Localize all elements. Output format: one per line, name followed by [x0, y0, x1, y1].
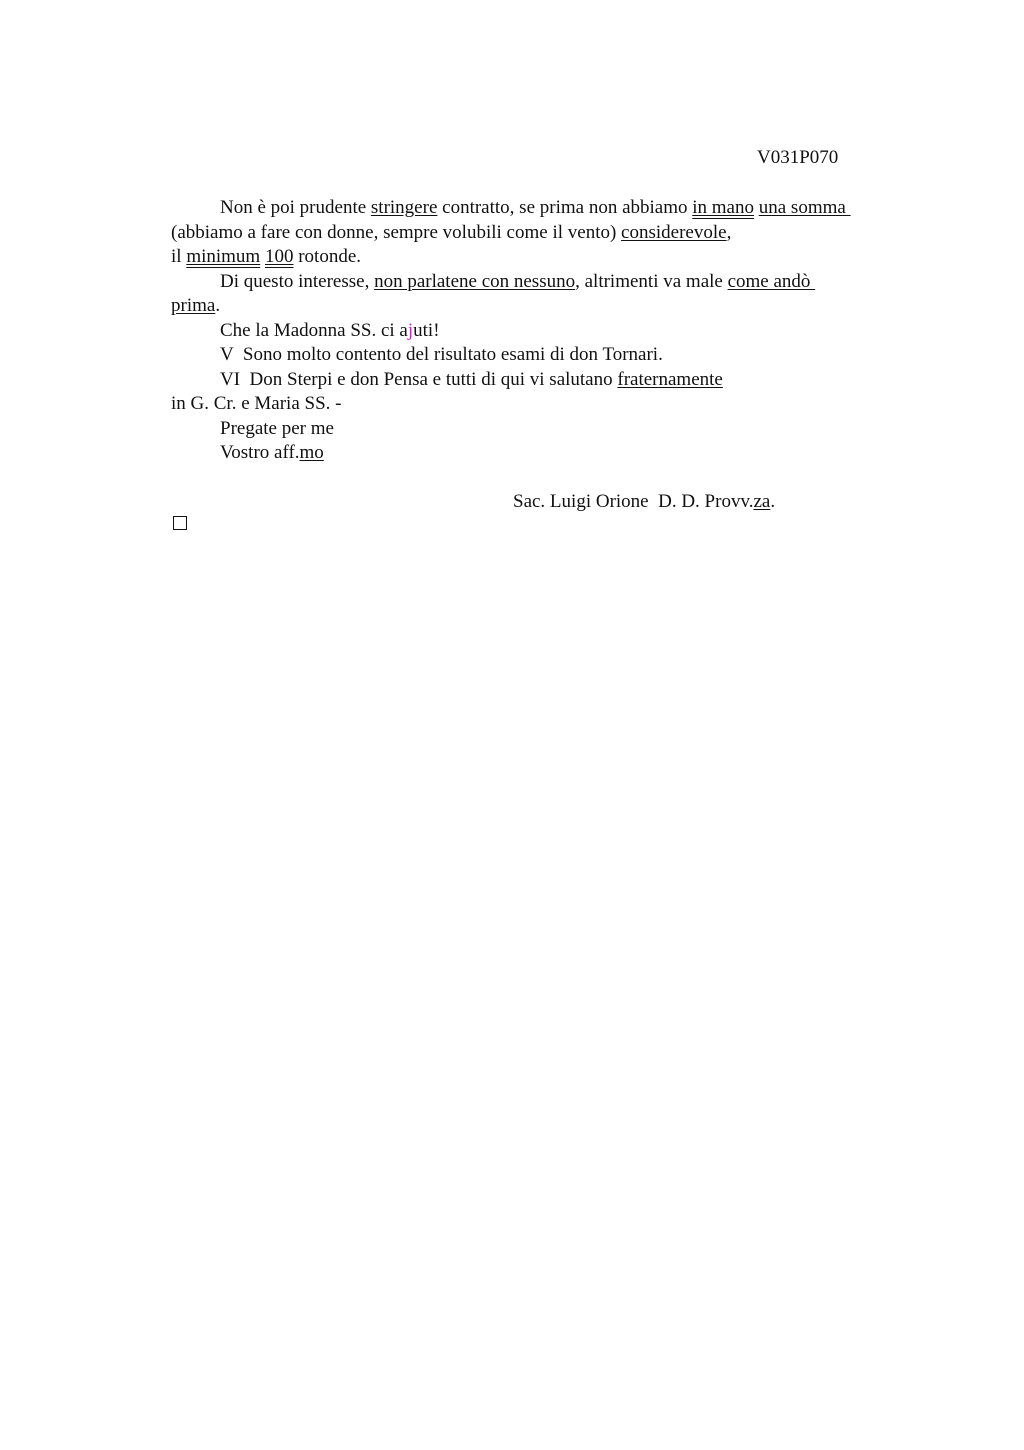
underlined-non-parlatene: non parlatene con nessuno — [374, 270, 576, 292]
paragraph-greetings-line-1 — [171, 368, 931, 393]
underlined-prima: prima — [171, 295, 216, 316]
underlined-come-ando: come andò — [727, 270, 816, 292]
paragraph-contract-line-3 — [171, 245, 931, 270]
text-segment: il — [171, 246, 187, 267]
closing-vostro — [171, 441, 931, 466]
signature — [513, 490, 775, 514]
signature-end: . — [770, 491, 776, 512]
highlighted-letter-j: j — [407, 319, 414, 341]
double-underlined-minimum: minimum — [186, 246, 261, 267]
text-segment: . — [215, 295, 221, 316]
end-box-icon — [173, 516, 187, 530]
signature-name: Sac. Luigi Orione D. D. Provv. — [513, 491, 754, 512]
text-segment: rotonde. — [293, 246, 362, 267]
text-segment: uti! — [413, 319, 440, 341]
text-segment: , altrimenti va male — [575, 270, 728, 292]
text-segment: Che la Madonna SS. ci a — [220, 319, 408, 341]
text-segment: Vostro aff. — [220, 442, 300, 463]
underlined-stringere: stringere — [370, 197, 438, 218]
text-segment: , — [726, 221, 732, 243]
closing-pray: Pregate per me — [220, 417, 334, 439]
underlined-mo: mo — [299, 442, 324, 463]
page-code: V031P070 — [757, 147, 839, 168]
paragraph-greetings-line-2: in G. Cr. e Maria SS. - — [171, 393, 342, 414]
paragraph-madonna — [171, 319, 931, 344]
text-segment: Non è poi prudente — [220, 197, 371, 218]
text-segment: Di questo interesse, — [220, 270, 375, 292]
paragraph-contract-line-1 — [171, 196, 931, 221]
underlined-considerevole: considerevole — [621, 221, 727, 243]
paragraph-exams: V Sono molto contento del risultato esami di don Tornari. — [220, 344, 663, 365]
letter-body — [171, 196, 931, 466]
text-segment: VI Don Sterpi e don Pensa e tutti di qui vi salutano — [220, 368, 618, 390]
double-underlined-100: 100 — [264, 246, 294, 267]
underlined-za: za — [753, 491, 771, 512]
paragraph-contract-line-2 — [171, 221, 931, 246]
text-segment: contratto, se prima non abbiamo — [437, 197, 693, 218]
paragraph-interest-line-2 — [171, 294, 931, 319]
underlined-fraternamente: fraternamente — [617, 368, 723, 390]
text-segment: (abbiamo a fare con donne, sempre volubili come il vento) — [171, 221, 622, 243]
paragraph-interest-line-1 — [171, 270, 931, 295]
double-underlined-in-mano: in mano — [692, 197, 754, 218]
underlined-una-somma: una somma — [758, 197, 851, 218]
